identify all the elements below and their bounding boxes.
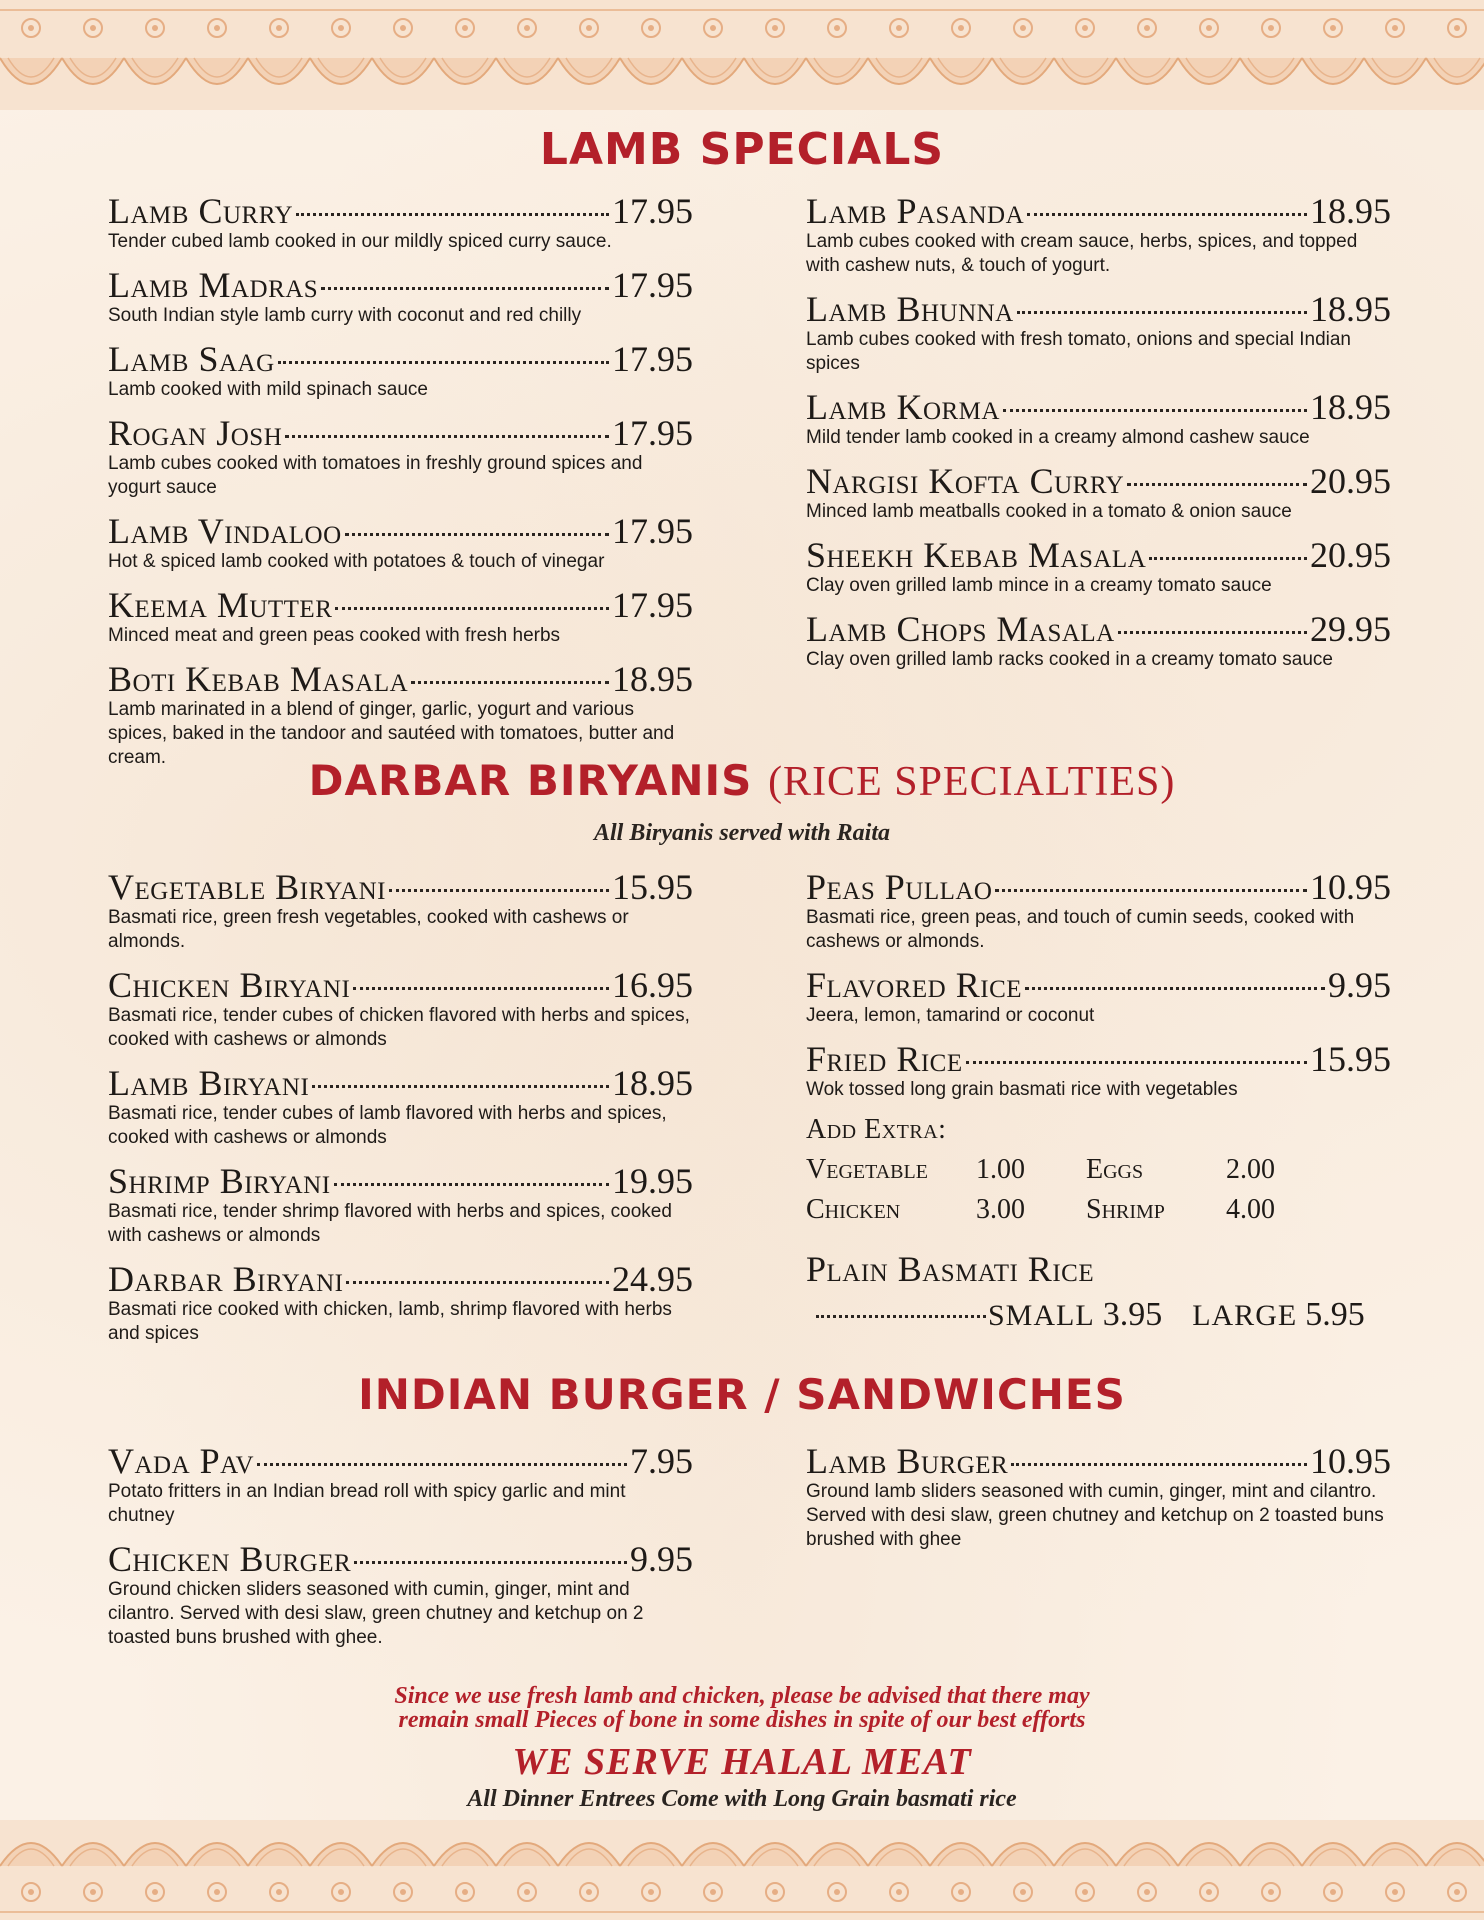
leader-dots — [389, 889, 609, 892]
menu-item-description: Hot & spiced lamb cooked with potatoes & touch of vinegar — [108, 551, 605, 572]
menu-item-name: Nargisi Kofta Curry — [806, 461, 1125, 501]
add-extra-name: Vegetable — [806, 1154, 928, 1185]
bottom-ornament-border — [0, 1820, 1484, 1920]
menu-item — [806, 290, 1391, 376]
leader-dots — [1118, 631, 1307, 634]
menu-item — [108, 512, 693, 574]
menu-item-description: Clay oven grilled lamb racks cooked in a creamy tomato sauce — [806, 649, 1333, 670]
menu-item-name: Lamb Chops Masala — [806, 609, 1115, 649]
menu-item-price: 20.95 — [1310, 461, 1391, 501]
leader-dots — [995, 889, 1307, 892]
menu-item-row — [806, 1442, 1391, 1480]
menu-item — [806, 462, 1391, 524]
menu-item — [108, 414, 693, 500]
menu-item-name: Flavored Rice — [806, 965, 1023, 1005]
menu-item-description: Wok tossed long grain basmati rice with vegetables — [806, 1079, 1238, 1100]
menu-item — [108, 1260, 693, 1346]
large-label: LARGE — [1192, 1299, 1298, 1332]
menu-item-price: 17.95 — [612, 191, 693, 231]
biryanis-title-main: DARBAR BIRYANIS — [308, 756, 753, 805]
menu-item-name: Vada Pav — [108, 1441, 255, 1481]
leader-dots — [278, 361, 609, 364]
menu-item-name: Vegetable Biryani — [108, 867, 386, 907]
menu-item-price: 9.95 — [630, 1539, 693, 1579]
menu-item-description: Jeera, lemon, tamarind or coconut — [806, 1005, 1095, 1026]
leader-dots — [1127, 483, 1307, 486]
menu-item-row — [108, 414, 693, 452]
menu-item — [108, 868, 693, 954]
menu-item-description: Ground chicken sliders seasoned with cumin, ginger, mint and cilantro. Served with desi slaw, green chutney and ketchup on 2 toasted buns brushed with ghee. — [108, 1579, 644, 1648]
menu-item-price: 18.95 — [1310, 191, 1391, 231]
leader-dots — [1011, 1463, 1307, 1466]
menu-item-price: 10.95 — [1310, 1441, 1391, 1481]
add-extra-grid — [806, 1154, 1391, 1226]
menu-item-name: Lamb Curry — [108, 191, 294, 231]
menu-item-row — [108, 192, 693, 230]
menu-item — [806, 610, 1391, 672]
add-extra-price: 1.00 — [976, 1154, 1025, 1185]
leader-dots — [1027, 213, 1307, 216]
menu-item-name: Lamb Korma — [806, 387, 1000, 427]
small-label: SMALL — [988, 1299, 1095, 1332]
menu-item-row — [806, 868, 1391, 906]
menu-item-description: Basmati rice, green peas, and touch of cumin seeds, cooked with cashews or almonds. — [806, 907, 1355, 952]
menu-item-price: 17.95 — [612, 339, 693, 379]
menu-item-name: Keema Mutter — [108, 585, 333, 625]
add-extra-name: Chicken — [806, 1194, 901, 1225]
menu-item-description: Lamb cubes cooked with tomatoes in freshly ground spices and yogurt sauce — [108, 453, 643, 498]
menu-item-price: 18.95 — [612, 659, 693, 699]
leader-dots — [411, 681, 609, 684]
biryanis-note: All Biryanis served with Raita — [593, 820, 891, 846]
add-extra-name: Eggs — [1086, 1154, 1144, 1185]
leader-dots — [312, 1085, 609, 1088]
biryanis-left-column — [108, 868, 693, 1358]
leader-dots — [346, 1281, 609, 1284]
menu-item — [108, 660, 693, 770]
menu-item-name: Lamb Biryani — [108, 1063, 310, 1103]
menu-item-row — [108, 266, 693, 304]
leader-dots — [1003, 409, 1307, 412]
burgers-title: INDIAN BURGER / SANDWICHES — [358, 1370, 1126, 1419]
leader-dots — [321, 287, 609, 290]
menu-item — [806, 966, 1391, 1028]
menu-item-row — [806, 462, 1391, 500]
menu-item — [108, 1162, 693, 1248]
menu-item-price: 29.95 — [1310, 609, 1391, 649]
leader-dots — [285, 435, 609, 438]
menu-item-price: 20.95 — [1310, 535, 1391, 575]
menu-item-price: 24.95 — [612, 1259, 693, 1299]
menu-item-row — [806, 192, 1391, 230]
top-ornament-border — [0, 0, 1484, 110]
bone-warning-line-1: Since we use fresh lamb and chicken, please be advised that there may — [394, 1683, 1090, 1709]
menu-item-price: 10.95 — [1310, 867, 1391, 907]
menu-item-row — [108, 586, 693, 624]
menu-item-row — [806, 610, 1391, 648]
menu-item-row — [108, 1540, 693, 1578]
menu-item-price: 17.95 — [612, 413, 693, 453]
menu-item-row — [806, 388, 1391, 426]
menu-item-description: Clay oven grilled lamb mince in a creamy tomato sauce — [806, 575, 1272, 596]
menu-item — [108, 340, 693, 402]
menu-item-description: Lamb cooked with mild spinach sauce — [108, 379, 429, 400]
menu-item-row — [108, 660, 693, 698]
menu-item — [108, 1442, 693, 1528]
large-price: 5.95 — [1305, 1296, 1365, 1333]
leader-dots — [257, 1463, 627, 1466]
add-extra-price: 3.00 — [976, 1194, 1025, 1225]
menu-item-description: Basmati rice, tender cubes of lamb flavored with herbs and spices, cooked with cashews or almonds — [108, 1103, 667, 1148]
menu-item-row — [108, 868, 693, 906]
menu-item — [806, 192, 1391, 278]
menu-item-description: Lamb cubes cooked with fresh tomato, onions and special Indian spices — [806, 329, 1351, 374]
burgers-left-column — [108, 1442, 693, 1662]
leader-dots — [296, 213, 609, 216]
menu-item-name: Lamb Burger — [806, 1441, 1009, 1481]
menu-item — [108, 586, 693, 648]
footer — [0, 1684, 1484, 1813]
menu-item-row — [108, 1064, 693, 1102]
menu-item-name: Peas Pullao — [806, 867, 993, 907]
menu-item-row — [108, 966, 693, 1004]
menu-item-price: 18.95 — [1310, 387, 1391, 427]
menu-item-price: 19.95 — [612, 1161, 693, 1201]
menu-item-price: 15.95 — [1310, 1039, 1391, 1079]
menu-item-description: Basmati rice, tender shrimp flavored with herbs and spices, cooked with cashews or almonds — [108, 1201, 672, 1246]
menu-item — [806, 1442, 1391, 1552]
lamb-specials-title: LAMB SPECIALS — [539, 124, 945, 175]
menu-item-name: Boti Kebab Masala — [108, 659, 409, 699]
leader-dots — [354, 1561, 627, 1564]
menu-item-row — [806, 536, 1391, 574]
rice-items — [806, 868, 1391, 1102]
menu-item-price: 16.95 — [612, 965, 693, 1005]
menu-item-description: Basmati rice, green fresh vegetables, cooked with cashews or almonds. — [108, 907, 629, 952]
menu-item-price: 15.95 — [612, 867, 693, 907]
menu-item-description: Ground lamb sliders seasoned with cumin, ginger, mint and cilantro. Served with desi slaw, green chutney and ketchup on 2 toasted buns brushed with ghee — [806, 1481, 1384, 1550]
menu-item-row — [108, 1442, 693, 1480]
leader-dots — [353, 987, 609, 990]
plain-rice-name: Plain Basmati Rice — [806, 1249, 1095, 1289]
menu-item-name: Rogan Josh — [108, 413, 283, 453]
menu-item-description: Potato fritters in an Indian bread roll with spicy garlic and mint chutney — [108, 1481, 626, 1526]
menu-item — [108, 192, 693, 254]
menu-item-price: 18.95 — [1310, 289, 1391, 329]
menu-item-price: 18.95 — [612, 1063, 693, 1103]
burgers-right-column — [806, 1442, 1391, 1564]
leader-dots — [1017, 311, 1307, 314]
menu-item-price: 9.95 — [1328, 965, 1391, 1005]
add-extra-price: 4.00 — [1226, 1194, 1275, 1225]
menu-item-row — [108, 1162, 693, 1200]
menu-item-name: Lamb Pasanda — [806, 191, 1025, 231]
entrees-note: All Dinner Entrees Come with Long Grain basmati rice — [467, 1786, 1017, 1812]
menu-item — [806, 536, 1391, 598]
menu-item-price: 17.95 — [612, 585, 693, 625]
menu-item — [806, 1040, 1391, 1102]
leader-dots — [816, 1315, 986, 1318]
leader-dots — [335, 607, 609, 610]
menu-item-description: Basmati rice, tender cubes of chicken flavored with herbs and spices, cooked with cashews or almonds — [108, 1005, 690, 1050]
menu-item — [108, 266, 693, 328]
menu-item — [108, 966, 693, 1052]
menu-item-description: Lamb cubes cooked with cream sauce, herbs, spices, and topped with cashew nuts, & touch of yogurt. — [806, 231, 1358, 276]
menu-item-row — [108, 512, 693, 550]
menu-item-description: Lamb marinated in a blend of ginger, garlic, yogurt and various spices, baked in the tandoor and sautéed with tomatoes, butter and cream. — [108, 699, 675, 768]
menu-item-price: 17.95 — [612, 265, 693, 305]
biryanis-right-column — [806, 868, 1391, 1334]
leader-dots — [334, 1183, 609, 1186]
menu-item-name: Lamb Madras — [108, 265, 319, 305]
menu-item-description: Tender cubed lamb cooked in our mildly spiced curry sauce. — [108, 231, 612, 252]
menu-item-name: Fried Rice — [806, 1039, 963, 1079]
add-extra-price: 2.00 — [1226, 1154, 1275, 1185]
menu-item — [806, 868, 1391, 954]
lamb-specials-left-column — [108, 192, 693, 782]
menu-item — [108, 1064, 693, 1150]
halal-statement: WE SERVE HALAL MEAT — [512, 1741, 972, 1783]
menu-item-name: Shrimp Biryani — [108, 1161, 331, 1201]
menu-item-name: Chicken Burger — [108, 1539, 352, 1579]
leader-dots — [1149, 557, 1307, 560]
menu-item-row — [108, 1260, 693, 1298]
biryanis-title — [0, 756, 1484, 806]
menu-item-price: 17.95 — [612, 511, 693, 551]
leader-dots — [966, 1061, 1307, 1064]
small-price: 3.95 — [1102, 1296, 1163, 1333]
menu-item-price: 7.95 — [630, 1441, 693, 1481]
plain-basmati-rice — [806, 1248, 1391, 1334]
menu-item-name: Sheekh Kebab Masala — [806, 535, 1147, 575]
menu-item-row — [108, 340, 693, 378]
menu-item-description: Minced meat and green peas cooked with fresh herbs — [108, 625, 561, 646]
menu-item-description: South Indian style lamb curry with coconut and red chilly — [108, 305, 582, 326]
menu-item-name: Lamb Vindaloo — [108, 511, 342, 551]
menu-item-row — [806, 1040, 1391, 1078]
menu-item-name: Chicken Biryani — [108, 965, 351, 1005]
menu-item-description: Mild tender lamb cooked in a creamy almond cashew sauce — [806, 427, 1310, 448]
lamb-specials-right-column — [806, 192, 1391, 684]
menu-item — [108, 1540, 693, 1650]
bone-warning-line-2: remain small Pieces of bone in some dishes in spite of our best efforts — [398, 1707, 1086, 1733]
biryanis-title-sub: (RICE SPECIALTIES) — [768, 759, 1176, 805]
add-extra-name: Shrimp — [1086, 1194, 1165, 1225]
menu-item-description: Minced lamb meatballs cooked in a tomato & onion sauce — [806, 501, 1292, 522]
leader-dots — [345, 533, 609, 536]
menu-item-description: Basmati rice cooked with chicken, lamb, shrimp flavored with herbs and spices — [108, 1299, 672, 1344]
menu-item-row — [806, 290, 1391, 328]
menu-item-name: Lamb Saag — [108, 339, 275, 379]
leader-dots — [1025, 987, 1325, 990]
menu-item-name: Lamb Bhunna — [806, 289, 1014, 329]
menu-item — [806, 388, 1391, 450]
menu-item-name: Darbar Biryani — [108, 1259, 344, 1299]
menu-item-row — [806, 966, 1391, 1004]
plain-rice-prices — [806, 1296, 1391, 1334]
add-extra-title: Add Extra: — [806, 1114, 947, 1145]
